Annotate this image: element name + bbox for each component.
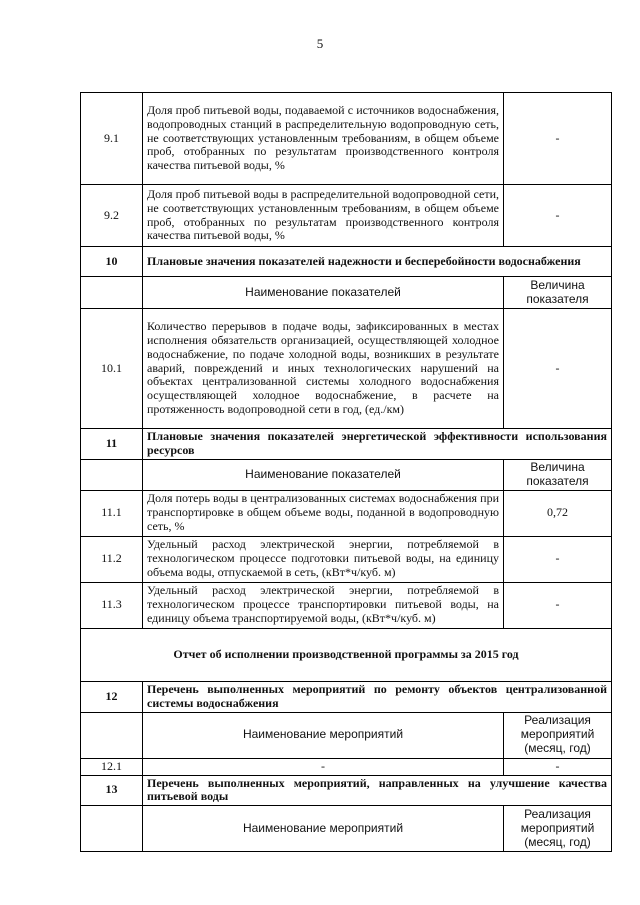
indicator-description: Доля потерь воды в централизованных системах водоснабжения при транспортировке в общем объеме воды, поданной в водопроводную сеть, % — [143, 490, 504, 536]
row-number: 11.2 — [81, 536, 143, 582]
table-row — [81, 490, 612, 536]
column-header-value: Реализация мероприятий (месяц, год) — [504, 806, 612, 852]
table-row — [81, 582, 612, 628]
indicator-description: Доля проб питьевой воды, подаваемой с источников водоснабжения, водопроводных станций в распределительную водопроводную сеть, не соответствующих установленным требованиям, в общем объеме проб, отобранных по результатам производственного контроля качества питьевой воды, % — [143, 93, 504, 185]
row-number: 9.1 — [81, 93, 143, 185]
indicator-value: - — [504, 93, 612, 185]
table-row — [81, 758, 612, 775]
row-number: 12.1 — [81, 758, 143, 775]
column-header-value: Величина показателя — [504, 459, 612, 490]
section-header-row — [81, 681, 612, 712]
section-header-row — [81, 247, 612, 277]
row-number: 11.1 — [81, 490, 143, 536]
column-header-row — [81, 806, 612, 852]
table-row — [81, 309, 612, 429]
table-row — [81, 93, 612, 185]
indicator-description: Удельный расход электрической энергии, потребляемой в технологическом процессе подготовки питьевой воды, на единицу объема воды, отпускаемой в сеть, (кВт*ч/куб. м) — [143, 536, 504, 582]
column-header-value: Величина показателя — [504, 277, 612, 309]
page-number: 5 — [316, 36, 324, 51]
indicator-value: - — [504, 536, 612, 582]
column-header-name: Наименование показателей — [143, 277, 504, 309]
section-title: Перечень выполненных мероприятий по ремонту объектов централизованной системы водоснабжения — [143, 681, 612, 712]
section-title: Плановые значения показателей надежности и бесперебойности водоснабжения — [143, 247, 612, 277]
empty-cell — [81, 712, 143, 758]
column-header-name: Наименование мероприятий — [143, 806, 504, 852]
section-number: 13 — [81, 775, 143, 806]
program-table — [80, 92, 612, 852]
column-header-name: Наименование показателей — [143, 459, 504, 490]
row-number: 11.3 — [81, 582, 143, 628]
row-number: 10.1 — [81, 309, 143, 429]
indicator-value: 0,72 — [504, 490, 612, 536]
section-title: Перечень выполненных мероприятий, направленных на улучшение качества питьевой воды — [143, 775, 612, 806]
table-row — [81, 185, 612, 247]
report-title-row — [81, 628, 612, 681]
table-row — [81, 536, 612, 582]
column-header-row — [81, 459, 612, 490]
column-header-row — [81, 277, 612, 309]
row-number: 9.2 — [81, 185, 143, 247]
activity-date: - — [504, 758, 612, 775]
column-header-name: Наименование мероприятий — [143, 712, 504, 758]
section-header-row — [81, 775, 612, 806]
column-header-row — [81, 712, 612, 758]
indicator-description: Удельный расход электрической энергии, потребляемой в технологическом процессе транспортировки питьевой воды, на единицу объема транспортируемой воды, (кВт*ч/куб. м) — [143, 582, 504, 628]
indicator-description: Количество перерывов в подаче воды, зафиксированных в местах исполнения обязательств организацией, осуществляющей холодное водоснабжение, по подаче холодной воды, возникших в результате аварий, повреждений и иных технологических нарушений на объектах централизованной системы холодного водоснабжения осуществляющей холодное водоснабжение, в расчете на протяженность водопроводной сети в год, (ед./км) — [143, 309, 504, 429]
empty-cell — [81, 459, 143, 490]
column-header-value: Реализация мероприятий (месяц, год) — [504, 712, 612, 758]
section-number: 11 — [81, 429, 143, 460]
empty-cell — [81, 277, 143, 309]
activity-name: - — [143, 758, 504, 775]
section-title: Плановые значения показателей энергетической эффективности использования ресурсов — [143, 429, 612, 460]
section-number: 12 — [81, 681, 143, 712]
section-header-row — [81, 429, 612, 460]
indicator-value: - — [504, 185, 612, 247]
section-number: 10 — [81, 247, 143, 277]
empty-cell — [81, 806, 143, 852]
report-title: Отчет об исполнении производственной программы за 2015 год — [81, 628, 612, 681]
indicator-value: - — [504, 309, 612, 429]
indicator-description: Доля проб питьевой воды в распределительной водопроводной сети, не соответствующих установленным требованиям, в общем объеме проб, отобранных по результатам производственного контроля качества питьевой воды, % — [143, 185, 504, 247]
indicator-value: - — [504, 582, 612, 628]
